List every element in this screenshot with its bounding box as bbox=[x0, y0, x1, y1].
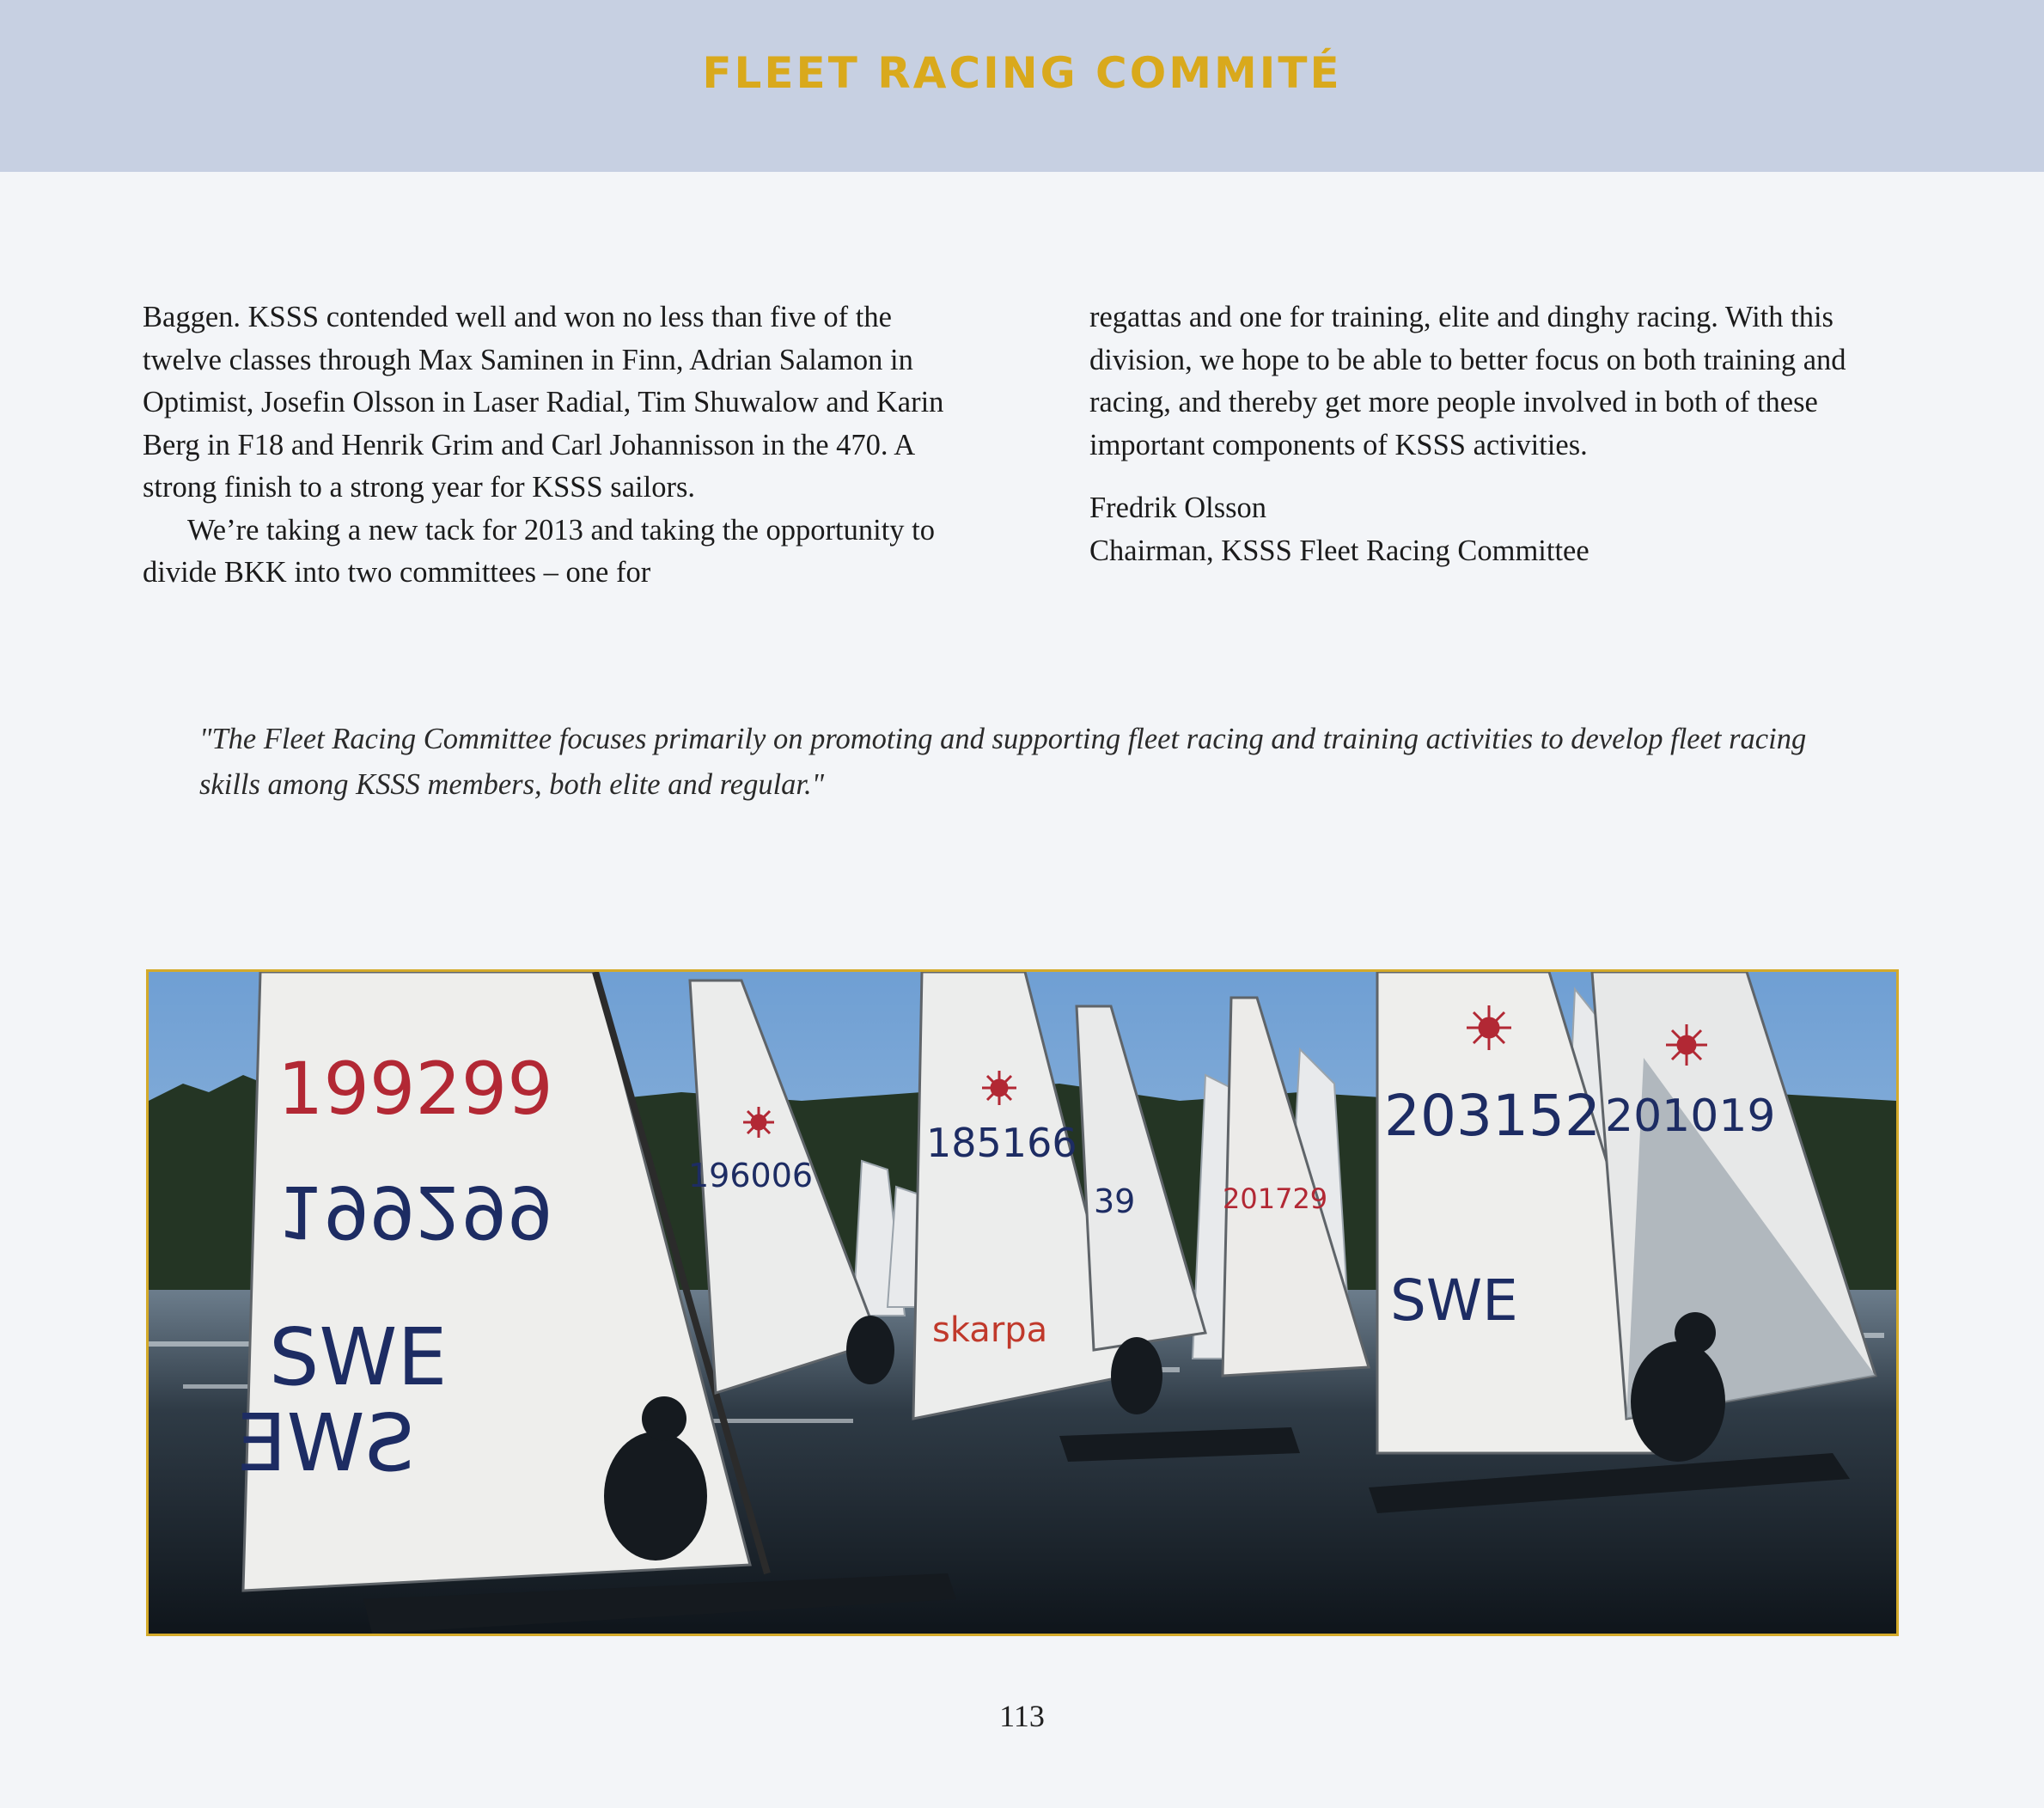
laser-logo-icon bbox=[743, 1107, 774, 1138]
sail-number: 201019 bbox=[1605, 1090, 1776, 1142]
page-title: FLEET RACING COMMITÉ bbox=[702, 48, 1342, 98]
sail-number-mirrored: 199299 bbox=[278, 1170, 553, 1254]
article-paragraph: regattas and one for training, elite and dinghy racing. With this division, we hope to be able to better focus on both training and racing, and thereby get more people involved in both of these important components of KSSS activities. bbox=[1089, 301, 1846, 461]
article-right-column bbox=[1089, 296, 1914, 572]
sponsor-text: skarpa bbox=[932, 1310, 1048, 1350]
nation-code-mirrored: SWE bbox=[236, 1397, 415, 1489]
sailing-photo bbox=[146, 969, 1899, 1636]
article-paragraph: Baggen. KSSS contended well and won no less than five of the twelve classes through Max Saminen in Finn, Adrian Salamon in Optimist, Josefin Olsson in Laser Radial, Tim Shuwalow and Karin Berg in F18 and Henrik Grim and Carl Johannisson in the 470. A strong finish to a strong year for KSSS sailors. bbox=[143, 301, 944, 504]
nation-code: SWE bbox=[269, 1311, 448, 1403]
sail-number: 201729 bbox=[1223, 1182, 1328, 1215]
sail-number: 199299 bbox=[278, 1047, 553, 1131]
sail-number: 39 bbox=[1094, 1182, 1136, 1220]
signature-title: Chairman, KSSS Fleet Racing Committee bbox=[1089, 534, 1589, 567]
article-left-column bbox=[143, 296, 967, 595]
article-paragraph: We’re taking a new tack for 2013 and taking the opportunity to divide BKK into two committees – one for bbox=[143, 513, 936, 589]
sail-number: 185166 bbox=[926, 1120, 1077, 1166]
signature-name: Fredrik Olsson bbox=[1089, 492, 1267, 524]
sail-number: 203152 bbox=[1384, 1083, 1601, 1149]
laser-logo-icon bbox=[1666, 1024, 1707, 1066]
page-number: 113 bbox=[999, 1699, 1045, 1733]
pull-quote: "The Fleet Racing Committee focuses primarily on promoting and supporting fleet racing and training activities to develop fleet racing skills among KSSS members, both elite and regular." bbox=[199, 723, 1807, 801]
laser-logo-icon bbox=[982, 1071, 1016, 1105]
sail-number: 196006 bbox=[688, 1157, 814, 1194]
nation-code: SWE bbox=[1390, 1267, 1518, 1334]
